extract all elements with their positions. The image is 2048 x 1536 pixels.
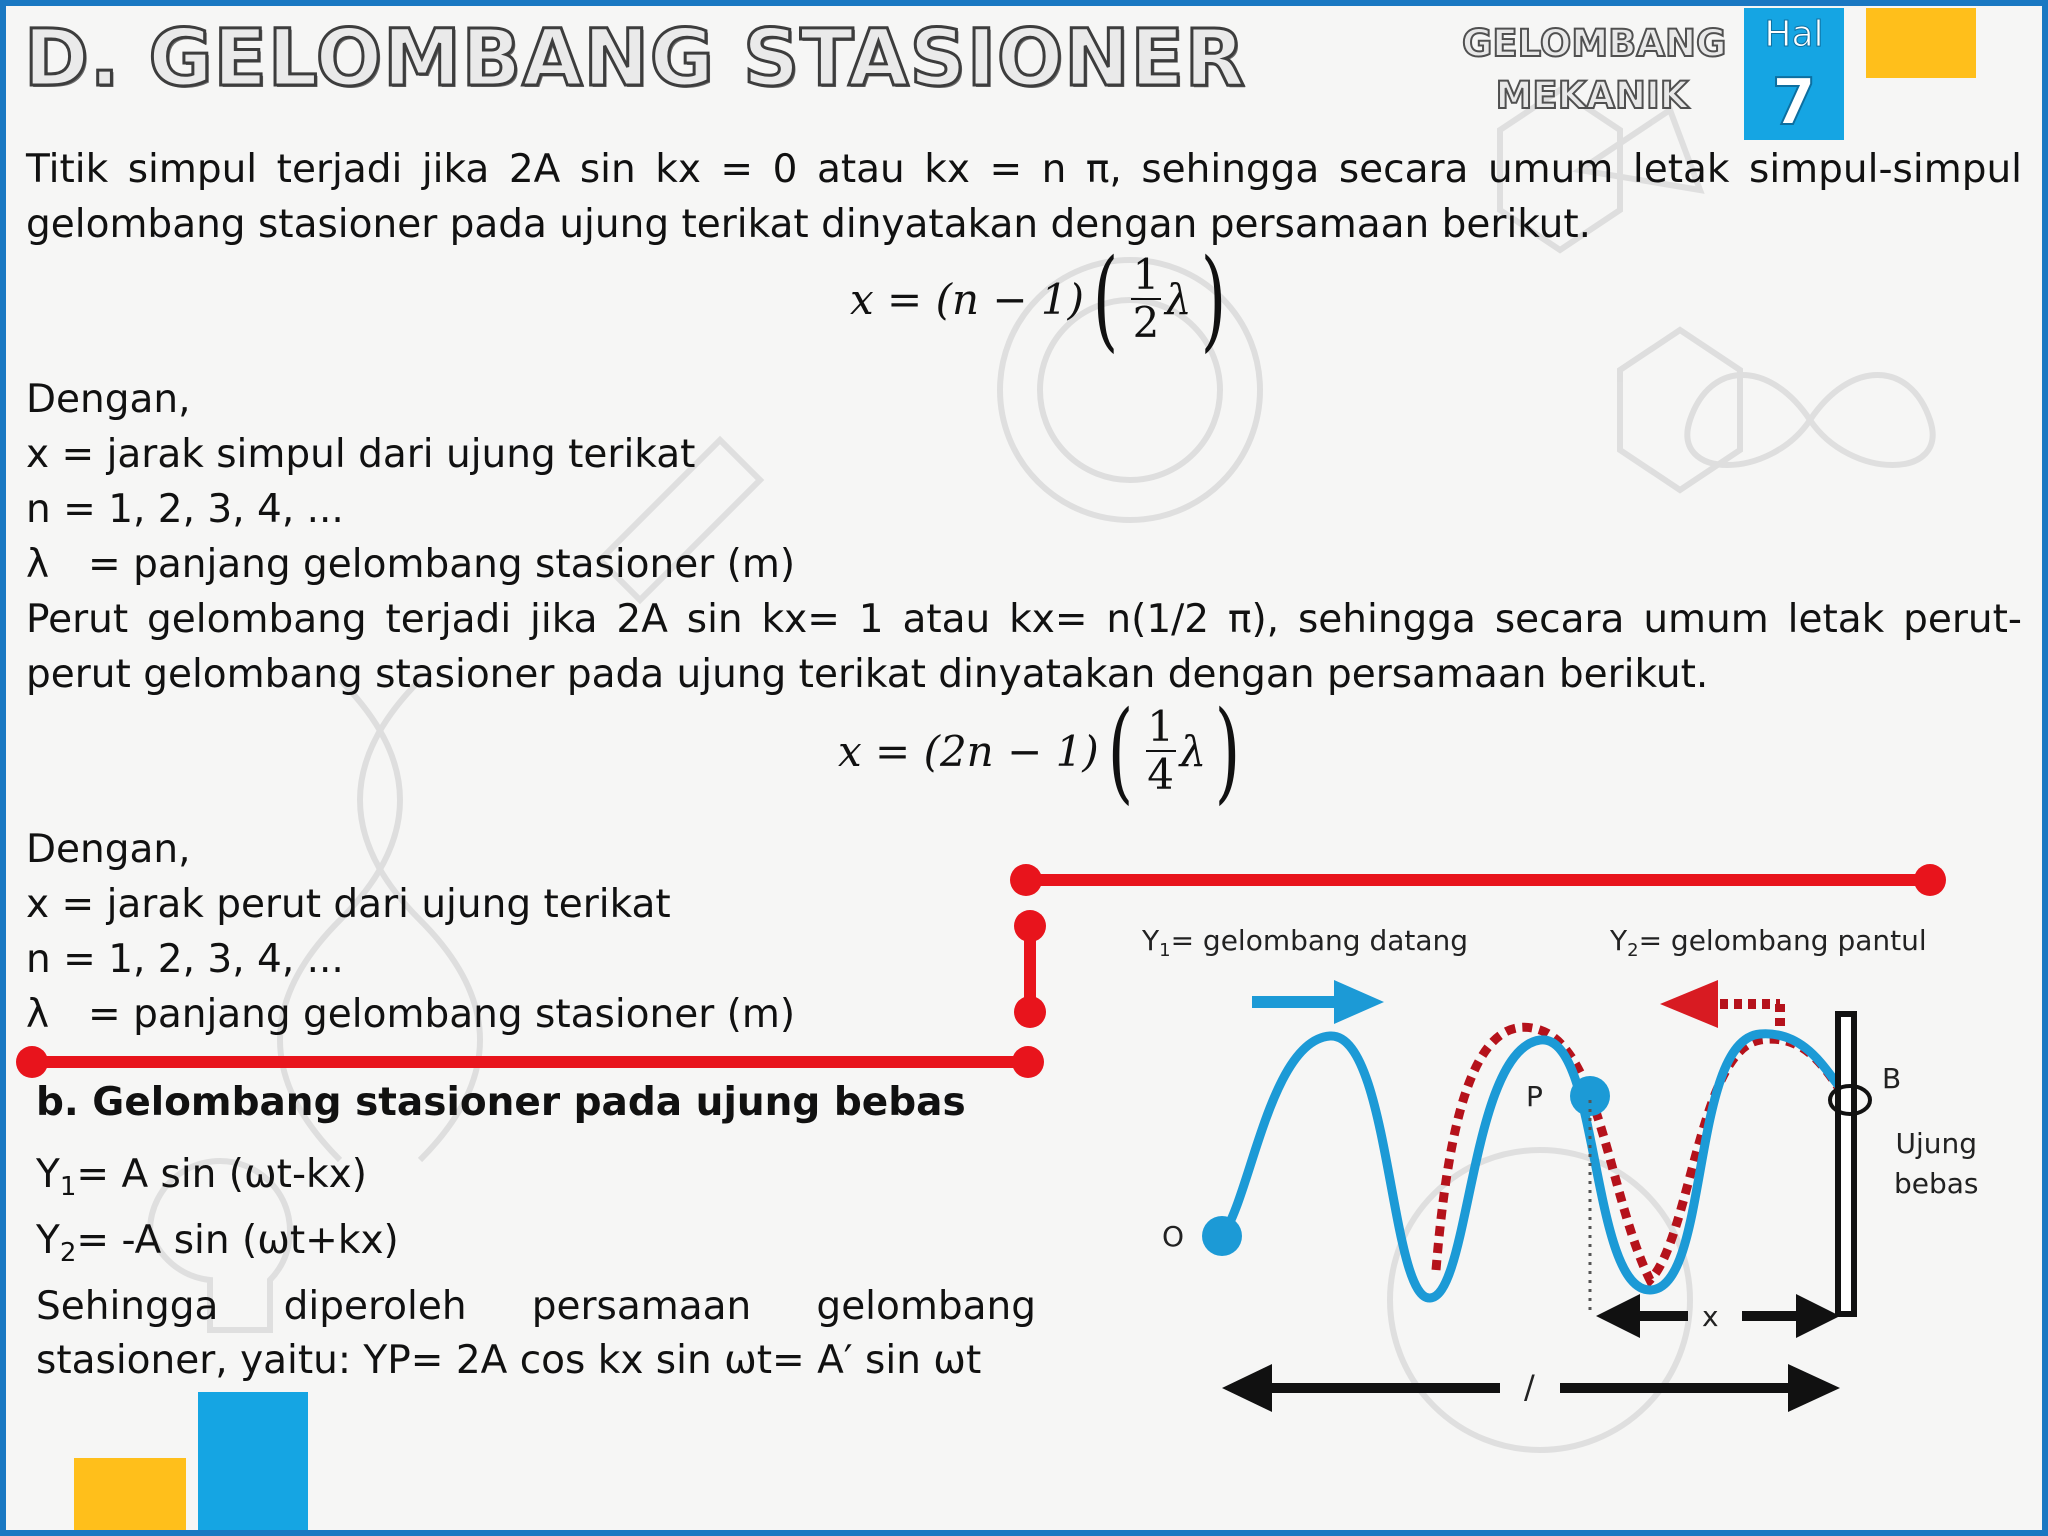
node-fraction-numerator: 1 [1132, 250, 1160, 299]
point-o-marker [1202, 1216, 1242, 1256]
l-label: / [1524, 1368, 1535, 1406]
incident-wave [1222, 1034, 1846, 1298]
page-label: Hal [1764, 14, 1824, 55]
incoming-arrow-icon [1252, 980, 1384, 1024]
antinode-fraction-numerator: 1 [1147, 702, 1175, 751]
antinode-formula-lambda: λ [1179, 726, 1207, 776]
point-b-label: B [1882, 1062, 1902, 1095]
antinode-formula-lhs: x = (2n − 1) [838, 726, 1099, 776]
conclusion-line-1: Sehingga diperoleh persamaan gelombang [36, 1284, 1036, 1329]
node-def-x: x = jarak simpul dari ujung terikat [26, 432, 696, 477]
incoming-wave-label: $Y_1=$ gelombang datang [1142, 924, 1469, 961]
node-formula: x = (n − 1) ( $\frac{1}{2}$ λ ) [850, 235, 1226, 363]
topic-line-1: GELOMBANG [1462, 22, 1727, 65]
antinode-def-x: x = jarak perut dari ujung terikat [26, 882, 671, 927]
node-intro-paragraph: Titik simpul terjadi jika 2A sin kx = 0 atau kx = n π, sehingga secara umum letak simpul-simpul gelombang stasioner pada ujung terikat dinyatakan dengan persamaan berikut. [26, 147, 2022, 247]
antinode-formula: x = (2n − 1) ( $\frac{1}{4}$ λ ) [838, 687, 1241, 815]
topic-line-2: MEKANIK [1495, 74, 1689, 117]
x-label: x [1702, 1300, 1719, 1333]
node-def-lambda: λ = panjang gelombang stasioner (m) [26, 542, 796, 587]
reflected-arrow-icon [1660, 980, 1780, 1030]
node-def-n: n = 1, 2, 3, 4, ... [26, 487, 344, 532]
point-o-label: O [1162, 1220, 1185, 1253]
reflected-wave-label: $Y_2=$ gelombang pantul [1610, 924, 1927, 961]
reflected-wave [1436, 1027, 1840, 1280]
point-p-label: P [1526, 1080, 1543, 1113]
antinode-fraction-denominator: 4 [1147, 750, 1175, 799]
equation-y1: $Y_1= A$ sin (ωt-kx) [36, 1152, 367, 1202]
free-end-rod [1838, 1014, 1854, 1314]
antinode-intro-paragraph: Perut gelombang terjadi jika 2A sin kx= 1 atau kx= n(1/2 π), sehingga secara umum letak perut-perut gelombang stasioner pada ujung terikat dinyatakan dengan persamaan berikut. [26, 597, 2022, 697]
page-title: D. GELOMBANG STASIONER [24, 14, 1246, 104]
antinode-dengan: Dengan, [26, 827, 191, 872]
antinode-def-n: n = 1, 2, 3, 4, ... [26, 937, 344, 982]
antinode-def-lambda: λ = panjang gelombang stasioner (m) [26, 992, 796, 1037]
node-formula-lhs: x = (n − 1) [850, 274, 1085, 324]
page-number: 7 [1771, 66, 1817, 140]
conclusion-line-2: stasioner, yaitu: YP= 2A cos kx sin ωt= A′ sin ωt [36, 1338, 982, 1383]
node-formula-lambda: λ [1164, 274, 1192, 324]
node-dengan: Dengan, [26, 377, 191, 422]
free-end-label: Ujung bebas [1894, 1127, 1979, 1200]
equation-y2: $Y_2= -A$ sin (ωt+kx) [36, 1218, 399, 1268]
node-fraction-denominator: 2 [1132, 298, 1160, 347]
free-end-heading: b. Gelombang stasioner pada ujung bebas [36, 1080, 966, 1125]
